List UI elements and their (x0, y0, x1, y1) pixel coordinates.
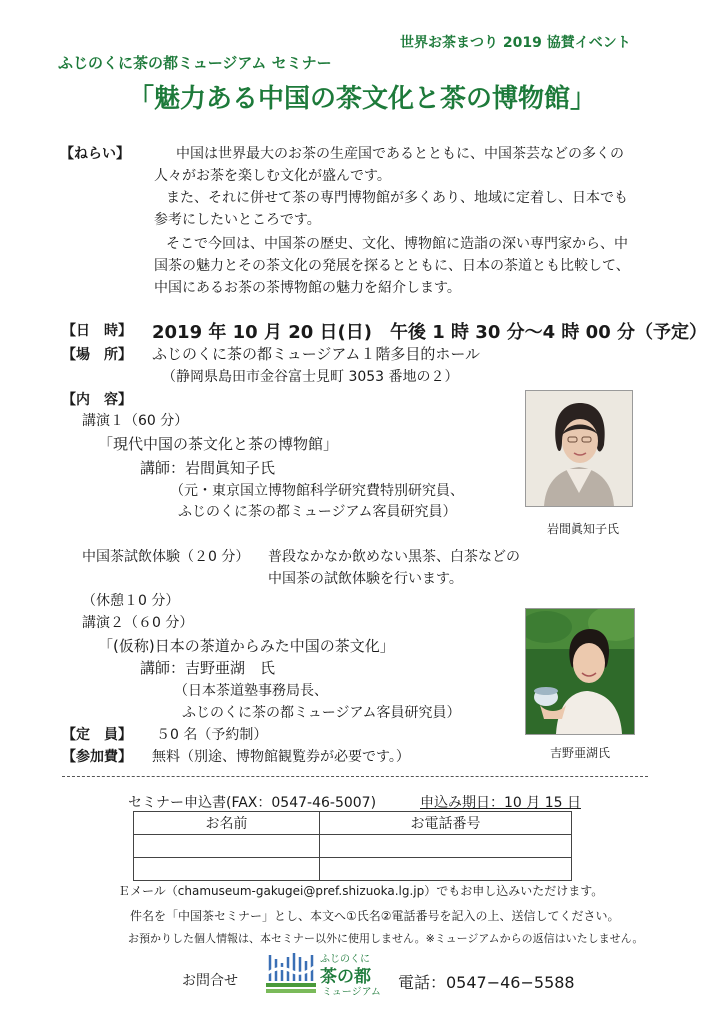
col-phone-header: お電話番号 (320, 812, 572, 835)
aim-line-5: そこで今回は、中国茶の歴史、文化、博物館に造詣の深い専門家から、中 (166, 236, 628, 252)
aim-line-2: 人々がお茶を楽しむ文化が盛んです。 (154, 168, 391, 184)
aim-line-7: 中国にあるお茶の茶博物館の魅力を紹介します。 (154, 280, 461, 296)
name-field-2[interactable] (134, 858, 320, 881)
aim-line-4: 参考にしたいところです。 (154, 212, 321, 228)
phone-field-2[interactable] (320, 858, 572, 881)
speaker2-photo (525, 608, 635, 735)
content-label: 【内 容】 (62, 392, 132, 408)
logo-main-text: 茶の都 (320, 967, 371, 987)
fee-label: 【参加費】 (62, 749, 132, 765)
logo-sub-text: ミュージアム (322, 987, 381, 998)
tasting-line-1: 普段なかなか飲めない黒茶、白茶などの (268, 549, 520, 565)
datetime-value: 2019 年 10 月 20 日(日) 午後 1 時 30 分〜4 時 00 分（予定） (152, 322, 707, 343)
place-address: （静岡県島田市金谷富士見町 3053 番地の２） (162, 369, 459, 385)
speaker1-caption: 岩間眞知子氏 (547, 522, 620, 536)
aim-label: 【ねらい】 (60, 146, 130, 162)
fee-value: 無料（別途、博物館観覧券が必要です。） (152, 749, 410, 765)
name-field-1[interactable] (134, 835, 320, 858)
form-title: セミナー申込書(FAX：0547-46-5007) (128, 795, 377, 811)
tasting-line-2: 中国茶の試飲体験を行います。 (268, 571, 463, 587)
capacity-value: ５0 名（予約制） (156, 727, 268, 743)
lecture1-affil-1: （元・東京国立博物館科学研究費特別研究員、 (170, 483, 464, 499)
speaker1-photo (525, 390, 633, 507)
lecture1-speaker: 講師：岩間眞知子氏 (140, 459, 276, 477)
break-note: （休憩１0 分） (82, 593, 180, 609)
lecture2-affil-1: （日本茶道塾事務局長、 (174, 683, 328, 699)
lecture1-title: 「現代中国の茶文化と茶の博物館」 (98, 435, 339, 453)
datetime-label: 【日 時】 (62, 323, 132, 339)
lecture1-affil-2: ふじのくに茶の都ミュージアム客員研究員） (178, 504, 457, 520)
aim-line-3: また、それに併せて茶の専門博物館が多くあり、地域に定着し、日本でも (166, 190, 628, 206)
cut-line (62, 776, 648, 777)
lecture2-affil-2: ふじのくに茶の都ミュージアム客員研究員） (182, 705, 461, 721)
tasting-heading: 中国茶試飲体験（２0 分） (82, 549, 250, 565)
page-title: 「魅力ある中国の茶文化と茶の博物館」 (127, 84, 596, 114)
email-note: Ｅメール（chamuseum-gakugei@pref.shizuoka.lg.jp）でもお申し込みいただけます。 (118, 884, 604, 898)
contact-phone: 電話：0547−46−5588 (398, 973, 575, 992)
lecture2-title: 「(仮称)日本の茶道からみた中国の茶文化」 (98, 637, 395, 655)
logo-small-text: ふじのくに (320, 954, 370, 965)
place-value: ふじのくに茶の都ミュージアム１階多目的ホール (152, 345, 481, 363)
speaker2-caption: 吉野亜湖氏 (550, 746, 611, 760)
museum-logo-icon (266, 951, 316, 995)
application-form (133, 811, 572, 881)
aim-line-6: 国茶の魅力とその茶文化の発展を探るとともに、日本の茶道とも比較して、 (154, 258, 630, 274)
col-name-header: お名前 (134, 812, 320, 835)
lecture2-speaker: 講師：吉野亜湖 氏 (140, 659, 276, 677)
privacy-note: お預かりした個人情報は、本セミナー以外に使用しません。※ミュージアムからの返信はいたしません。 (128, 932, 644, 945)
capacity-label: 【定 員】 (62, 727, 132, 743)
event-line: 世界お茶まつり 2019 協賛イベント (400, 35, 631, 51)
lecture1-heading: 講演１（60 分） (82, 413, 189, 429)
lecture2-heading: 講演２（６0 分） (82, 615, 194, 631)
aim-line-1: 中国は世界最大のお茶の生産国であるとともに、中国茶芸などの多くの (176, 146, 624, 162)
phone-field-1[interactable] (320, 835, 572, 858)
subject-note: 件名を「中国茶セミナー」とし、本文へ①氏名②電話番号を記入の上、送信してください。 (130, 909, 620, 923)
contact-label: お問合せ (182, 973, 238, 989)
form-deadline: 申込み期日：10 月 15 日 (420, 795, 581, 811)
place-label: 【場 所】 (62, 347, 132, 363)
seminar-subtitle: ふじのくに茶の都ミュージアム セミナー (58, 54, 332, 72)
